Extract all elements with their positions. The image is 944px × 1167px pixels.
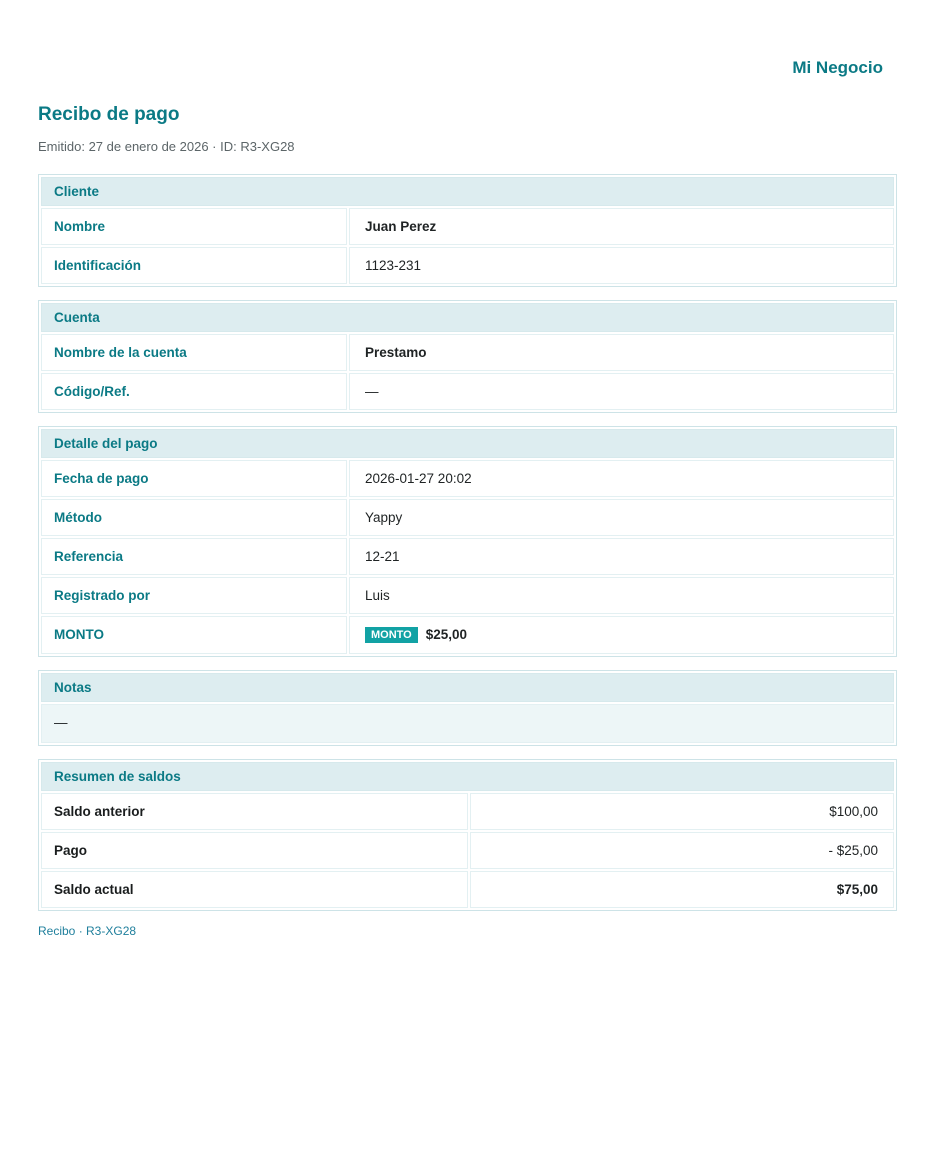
row-label-codigo-ref: Código/Ref. — [41, 373, 347, 410]
row-value-identificacion: 1123-231 — [349, 247, 894, 284]
section-cuenta-header: Cuenta — [41, 303, 894, 332]
section-resumen-header: Resumen de saldos — [41, 762, 894, 791]
row-value-saldo-actual: $75,00 — [470, 871, 894, 908]
row-label-nombre-cuenta: Nombre de la cuenta — [41, 334, 347, 371]
section-notas — [38, 670, 897, 746]
row-label-pago: Pago — [41, 832, 468, 869]
section-notas-header: Notas — [41, 673, 894, 702]
row-value-metodo: Yappy — [349, 499, 894, 536]
section-detalle-header: Detalle del pago — [41, 429, 894, 458]
row-value-monto — [349, 616, 894, 654]
notes-content: — — [41, 704, 894, 743]
row-value-saldo-anterior: $100,00 — [470, 793, 894, 830]
section-detalle-pago — [38, 426, 897, 657]
row-value-referencia: 12-21 — [349, 538, 894, 575]
row-value-codigo-ref: — — [349, 373, 894, 410]
table-row — [41, 208, 894, 245]
page-title: Recibo de pago — [38, 104, 180, 125]
table-row — [41, 793, 894, 830]
row-label-referencia: Referencia — [41, 538, 347, 575]
row-value-fecha-pago: 2026-01-27 20:02 — [349, 460, 894, 497]
row-label-nombre: Nombre — [41, 208, 347, 245]
row-label-monto: MONTO — [41, 616, 347, 654]
row-value-pago: - $25,00 — [470, 832, 894, 869]
row-label-saldo-anterior: Saldo anterior — [41, 793, 468, 830]
table-row — [41, 616, 894, 654]
row-label-identificacion: Identificación — [41, 247, 347, 284]
section-cliente — [38, 174, 897, 287]
table-row — [41, 460, 894, 497]
row-label-metodo: Método — [41, 499, 347, 536]
row-value-nombre: Juan Perez — [349, 208, 894, 245]
table-row — [41, 577, 894, 614]
row-label-registrado-por: Registrado por — [41, 577, 347, 614]
table-row — [41, 247, 894, 284]
table-row — [41, 499, 894, 536]
receipt-footer: Recibo · R3-XG28 — [38, 924, 137, 938]
row-value-nombre-cuenta: Prestamo — [349, 334, 894, 371]
monto-amount: $25,00 — [425, 627, 468, 642]
business-name: Mi Negocio — [792, 58, 883, 77]
table-row — [41, 871, 894, 908]
row-label-saldo-actual: Saldo actual — [41, 871, 468, 908]
table-row — [41, 334, 894, 371]
issued-line: Emitido: 27 de enero de 2026 · ID: R3-XG28 — [38, 139, 295, 154]
table-row — [41, 832, 894, 869]
table-row — [41, 373, 894, 410]
section-resumen-saldos — [38, 759, 897, 911]
section-cuenta — [38, 300, 897, 413]
row-label-fecha-pago: Fecha de pago — [41, 460, 347, 497]
table-row — [41, 538, 894, 575]
monto-badge: MONTO — [365, 627, 418, 643]
section-cliente-header: Cliente — [41, 177, 894, 206]
row-value-registrado-por: Luis — [349, 577, 894, 614]
